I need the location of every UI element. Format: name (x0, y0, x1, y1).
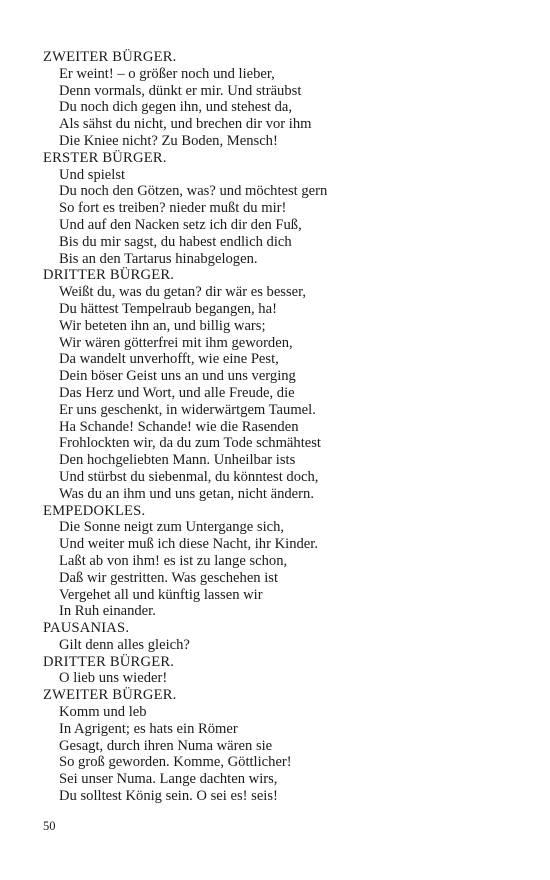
speech-block (43, 150, 513, 268)
verse-line: Du noch den Götzen, was? und möchtest gern (59, 183, 328, 200)
verse-line: Du noch dich gegen ihn, und stehest da, (59, 99, 293, 116)
speech-block (43, 503, 513, 621)
verse-line: Und spielst (59, 166, 126, 183)
verse-line: Als sähst du nicht, und brechen dir vor ihm (59, 116, 312, 133)
verse-line: Ha Schande! Schande! wie die Rasenden (59, 418, 299, 435)
verse-line: Da wandelt unverhofft, wie eine Pest, (59, 351, 279, 368)
verse-line: Die Sonne neigt zum Untergange sich, (59, 519, 285, 536)
verse-line: Die Kniee nicht? Zu Boden, Mensch! (59, 132, 278, 149)
verse-line: So fort es treiben? nieder mußt du mir! (59, 200, 287, 217)
verse-line: Weißt du, was du getan? dir wär es besser, (59, 284, 307, 301)
speaker-name: DRITTER BÜRGER. (43, 653, 175, 670)
verse-line: Denn vormals, dünkt er mir. Und sträubst (59, 82, 302, 99)
verse-line: In Agrigent; es hats ein Römer (59, 720, 238, 737)
verse-line: Er uns geschenkt, in widerwärtgem Taumel. (59, 401, 316, 418)
verse-line: Den hochgeliebten Mann. Unheilbar ists (59, 452, 296, 469)
speaker-name: ZWEITER BÜRGER. (43, 49, 177, 65)
verse-line: Frohlockten wir, da du zum Tode schmähtest (59, 435, 321, 452)
verse-line: Und stürbst du siebenmal, du könntest doch, (59, 468, 319, 485)
speech-block (43, 49, 513, 150)
verse-line: In Ruh einander. (59, 603, 156, 620)
speaker-name: PAUSANIAS. (43, 620, 130, 637)
speech-block (43, 267, 513, 502)
page-number: 50 (43, 819, 56, 833)
speaker-name: ZWEITER BÜRGER. (43, 687, 177, 704)
verse-line: Laßt ab von ihm! es ist zu lange schon, (59, 552, 288, 569)
verse-line: Wir beteten ihn an, und billig wars; (59, 317, 266, 334)
verse-line: So groß geworden. Komme, Göttlicher! (59, 754, 292, 771)
verse-line: Bis du mir sagst, du habest endlich dich (59, 233, 292, 250)
verse-line: Daß wir gestritten. Was geschehen ist (59, 569, 279, 586)
verse-line: Und auf den Nacken setz ich dir den Fuß, (59, 216, 302, 233)
verse-line: Und weiter muß ich diese Nacht, ihr Kinder. (59, 536, 318, 553)
speaker-name: ERSTER BÜRGER. (43, 149, 167, 166)
verse-line: Er weint! – o größer noch und lieber, (59, 65, 275, 82)
verse-line: Dein böser Geist uns an und uns verging (59, 368, 296, 385)
text-body (43, 49, 513, 805)
verse-line: Du solltest König sein. O sei es! seis! (59, 788, 278, 805)
verse-line: Komm und leb (59, 704, 147, 721)
verse-line: O lieb uns wieder! (59, 670, 168, 687)
verse-line: Was du an ihm und uns getan, nicht ändern. (59, 485, 314, 502)
speech-block (43, 654, 513, 688)
speaker-name: EMPEDOKLES. (43, 502, 146, 519)
verse-line: Wir wären götterfrei mit ihm geworden, (59, 334, 293, 351)
verse-line: Gesagt, durch ihren Numa wären sie (59, 737, 273, 754)
speaker-name: DRITTER BÜRGER. (43, 267, 175, 284)
verse-line: Das Herz und Wort, und alle Freude, die (59, 384, 295, 401)
verse-line: Vergehet all und künftig lassen wir (59, 586, 263, 603)
verse-line: Du hättest Tempelraub begangen, ha! (59, 300, 277, 317)
speech-block (43, 687, 513, 805)
verse-line: Sei unser Numa. Lange dachten wirs, (59, 771, 278, 788)
verse-line: Gilt denn alles gleich? (59, 636, 190, 653)
verse-line: Bis an den Tartarus hinabgelogen. (59, 250, 258, 267)
speech-block (43, 620, 513, 654)
